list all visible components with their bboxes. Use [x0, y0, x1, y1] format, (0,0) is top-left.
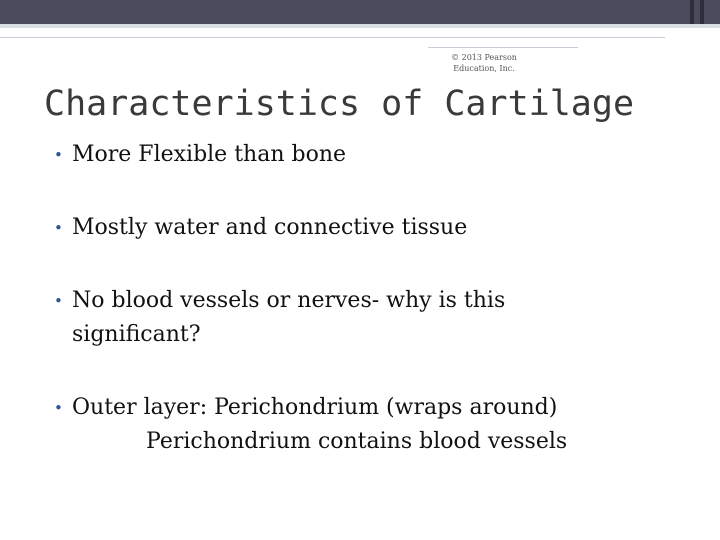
bullet-item [52, 138, 692, 172]
copyright-line: Education, Inc. [453, 64, 515, 73]
bullet-text: No blood vessels or nerves- why is this significant? [72, 288, 506, 347]
bullet-subtext: Perichondrium contains blood vessels [146, 429, 568, 454]
bullet-icon: • [54, 146, 63, 164]
copyright-line: © 2013 Pearson [451, 53, 517, 62]
header-divider-line [0, 37, 665, 38]
header-bar-accent [700, 0, 704, 24]
bullet-text: More Flexible than bone [72, 142, 347, 167]
header-divider-line [428, 47, 578, 48]
bullet-item [52, 284, 692, 352]
bullet-text: Mostly water and connective tissue [72, 215, 468, 240]
header-bar-accent [690, 0, 694, 24]
bullet-icon: • [54, 219, 63, 237]
bullet-icon: • [54, 399, 63, 417]
copyright-notice [424, 52, 544, 74]
header-bar [0, 0, 720, 24]
slide-title: Characteristics of Cartilage [44, 84, 635, 124]
header-rule [0, 24, 720, 28]
bullet-icon: • [54, 292, 63, 310]
bullet-item [52, 391, 692, 425]
bullet-text: Outer layer: Perichondrium (wraps around) [72, 395, 558, 420]
bullet-item [52, 211, 692, 245]
